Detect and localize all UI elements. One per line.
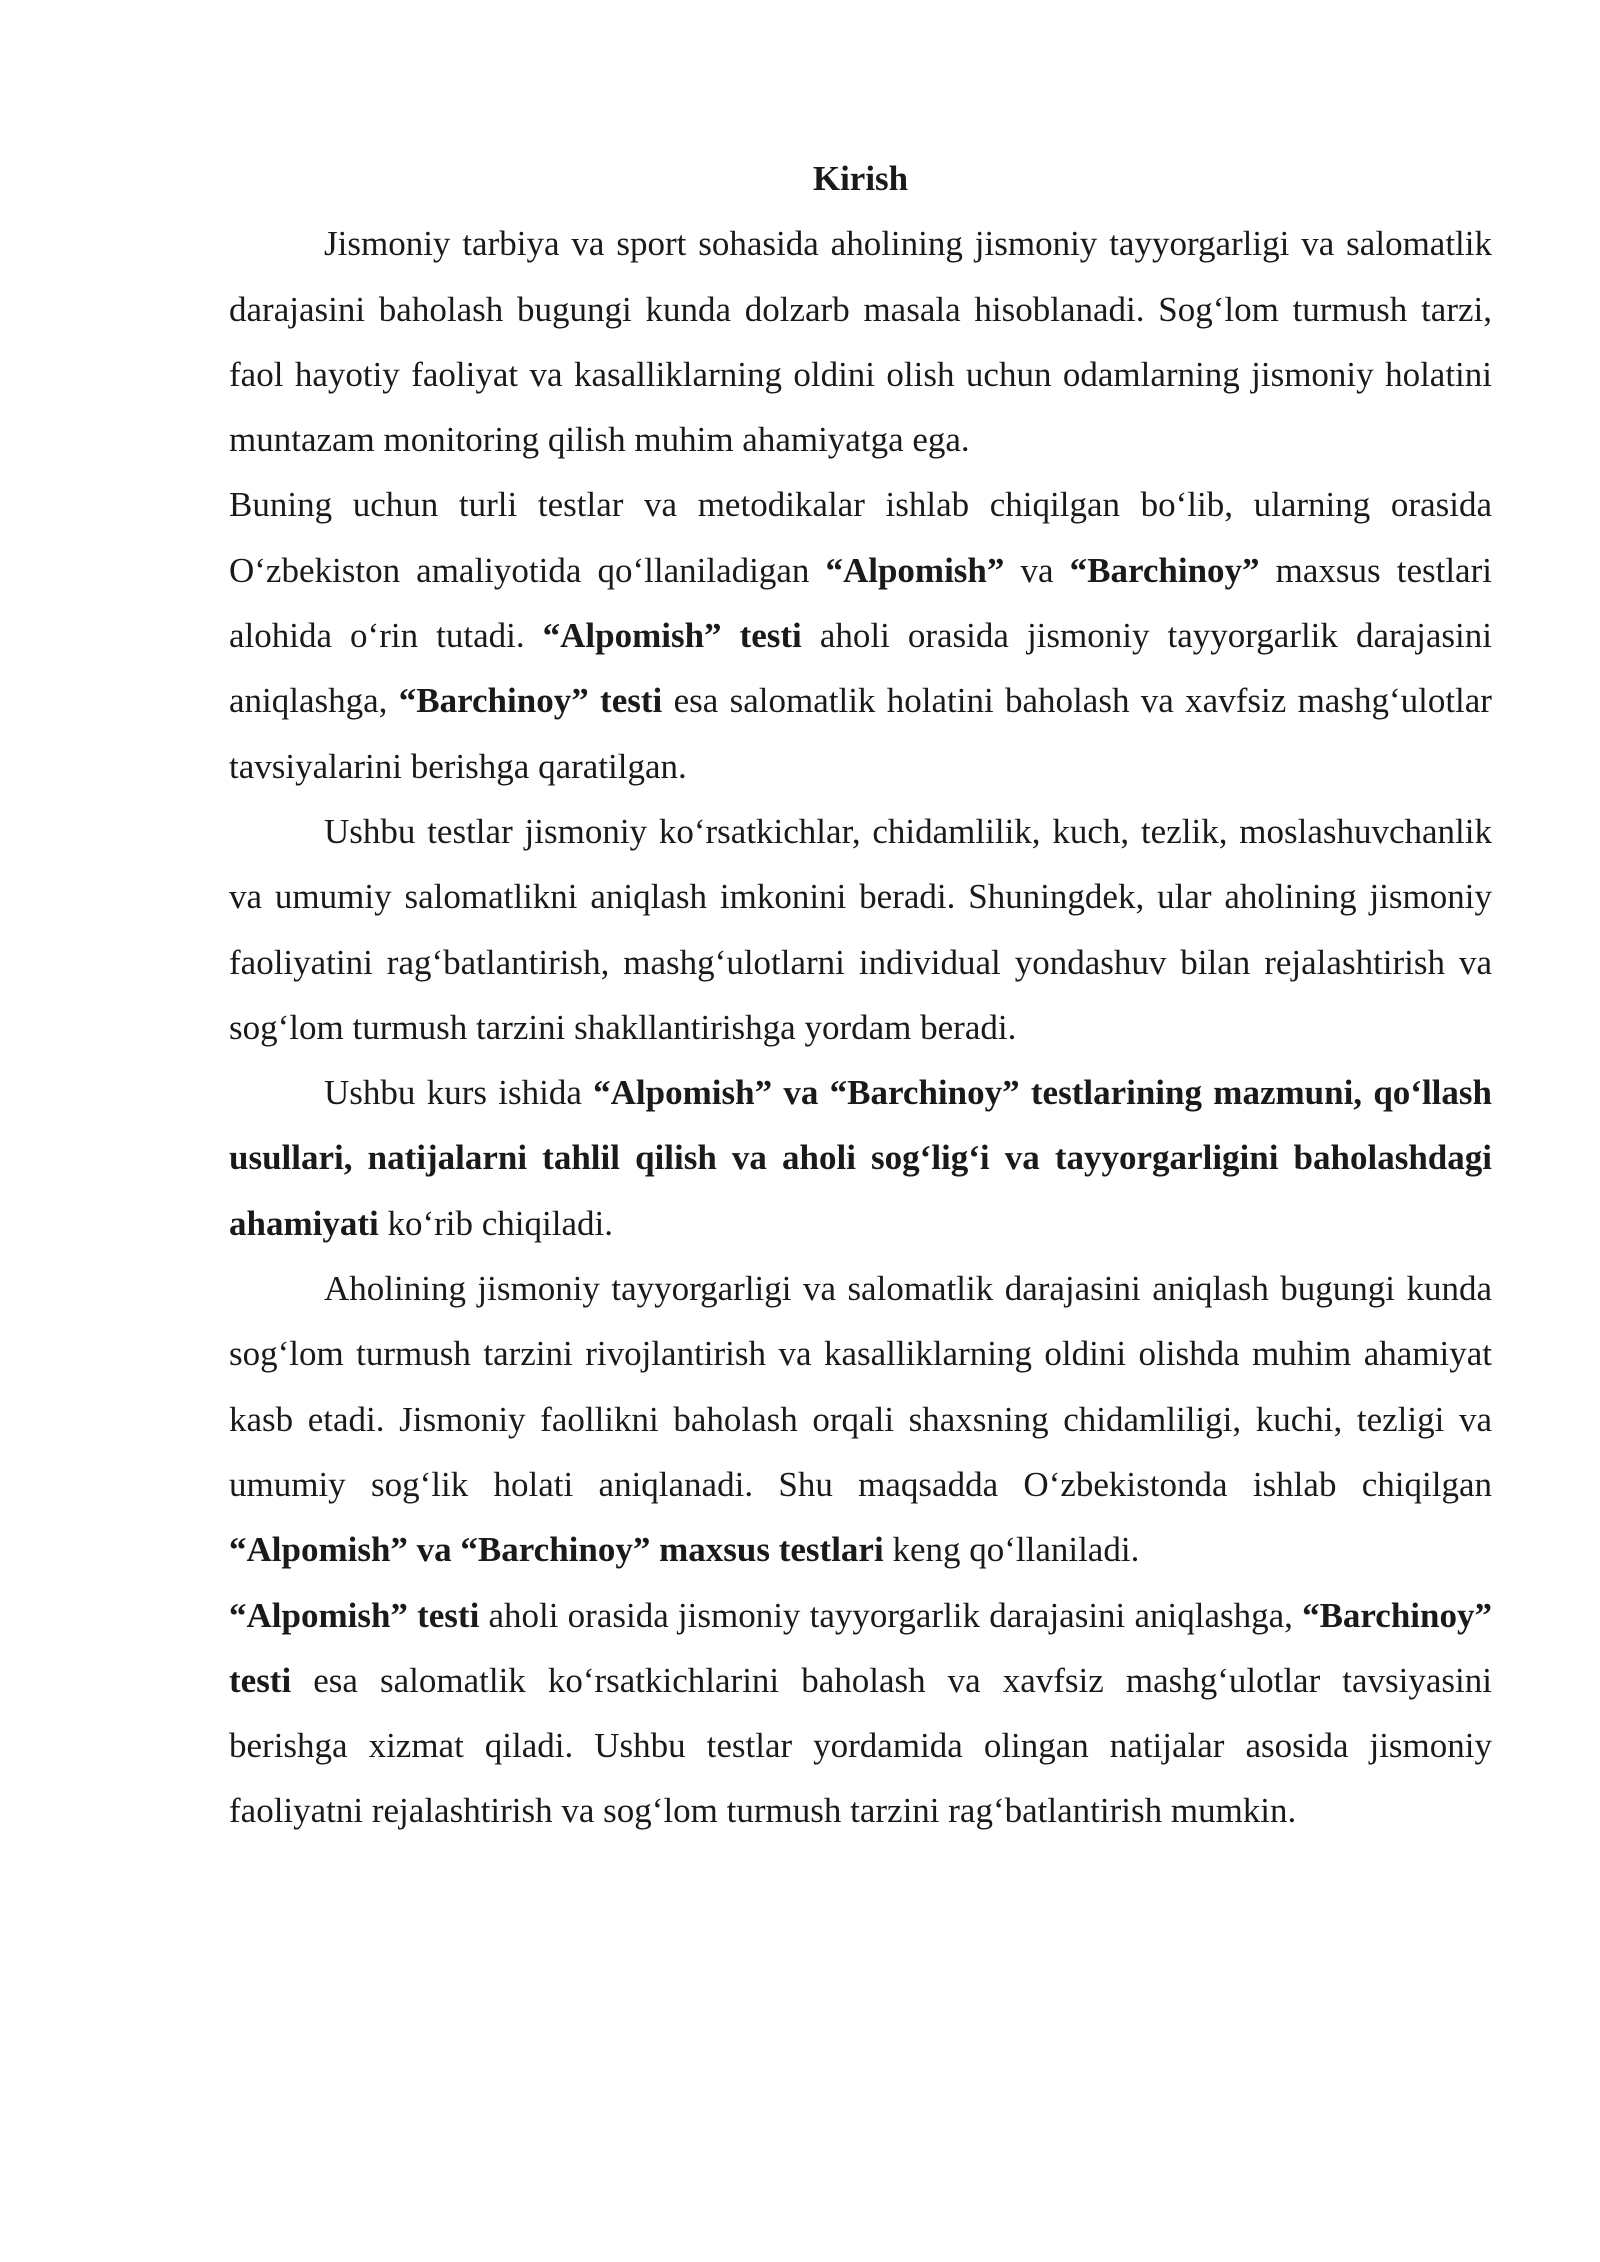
paragraph-4 (229, 1060, 1492, 1256)
paragraph-1: Jismoniy tarbiya va sport sohasida aholining jismoniy tayyorgarligi va salomatlik darajasini baholash bugungi kunda dolzarb masala hisoblanadi. Sog‘lom turmush tarzi, faol hayotiy faoliyat va kasalliklarning oldini olish uchun odamlarning jismoniy holatini muntazam monitoring qilish muhim ahamiyatga ega. (229, 224, 1492, 460)
paragraph-4-bold-1: “Alpomish” va “Barchinoy” testlarining mazmuni, qo‘llash usullari, natijalarni tahlil qilish va aholi sog‘lig‘i va tayyorgarligini baholashdagi ahamiyati (229, 1073, 1492, 1243)
document-body (229, 146, 1492, 1844)
paragraph-4-text-1: Ushbu kurs ishida (324, 1073, 594, 1113)
paragraph-5-bold-1: “Alpomish” va “Barchinoy” maxsus testlari (229, 1530, 884, 1570)
paragraph-5 (229, 1256, 1492, 1582)
paragraph-2 (229, 472, 1492, 798)
paragraph-2-text-3: maxsus testlari alohida o‘rin tutadi. (229, 550, 1492, 656)
paragraph-2-text-4: aholi orasida jismoniy tayyorgarlik darajasini aniqlashga, (229, 616, 1492, 721)
paragraph-5-text-1: Aholining jismoniy tayyorgarligi va salomatlik darajasini aniqlash bugungi kunda sog‘lom turmush tarzini rivojlantirish va kasalliklarning oldini olishda muhim ahamiyat kasb etadi. Jismoniy faollikni baholash orqali shaxsning chidamliligi, kuchi, tezligi va umumiy sog‘lik holati aniqlanadi. Shu maqsadda O‘zbekistonda ishlab chiqilgan (229, 1269, 1492, 1504)
paragraph-4-text-2: ko‘rib chiqiladi. (378, 1203, 613, 1243)
paragraph-2-text-2: va (1004, 550, 1070, 590)
paragraph-3: Ushbu testlar jismoniy ko‘rsatkichlar, chidamlilik, kuch, tezlik, moslashuvchanlik va umumiy salomatlikni aniqlash imkonini beradi. Shuningdek, ular aholining jismoniy faoliyatini rag‘batlantirish, mashg‘ulotlarni individual yondashuv bilan rejalashtirish va sog‘lom turmush tarzini shakllantirishga yordam beradi. (229, 811, 1492, 1047)
paragraph-2-bold-1: “Alpomish” (825, 550, 1005, 590)
paragraph-2-text-5: esa salomatlik holatini baholash va xavfsiz mashg‘ulotlar tavsiyalarini berishga qaratilgan. (229, 681, 1492, 786)
paragraph-2-bold-3: “Alpomish” testi (542, 616, 802, 656)
paragraph-2-bold-2: “Barchinoy” (1069, 550, 1260, 590)
paragraph-6-text-2: esa salomatlik ko‘rsatkichlarini baholash va xavfsiz mashg‘ulotlar tavsiyasini berishga xizmat qiladi. Ushbu testlar yordamida olingan natijalar asosida jismoniy faoliyatni rejalashtirish va sog‘lom turmush tarzini rag‘batlantirish mumkin. (229, 1660, 1492, 1831)
paragraph-6-bold-2: “Barchinoy” testi (229, 1595, 1492, 1700)
paragraph-2-bold-4: “Barchinoy” testi (398, 681, 663, 721)
paragraph-5-text-2: keng qo‘llaniladi. (883, 1530, 1140, 1570)
paragraph-6-bold-1: “Alpomish” testi (229, 1595, 480, 1635)
paragraph-6 (229, 1583, 1492, 1844)
paragraph-6-text-1: aholi orasida jismoniy tayyorgarlik darajasini aniqlashga, (479, 1595, 1303, 1635)
section-title: Kirish (812, 159, 909, 198)
paragraph-2-text-1: Buning uchun turli testlar va metodikalar ishlab chiqilgan bo‘lib, ularning orasida O‘zbekiston amaliyotida qo‘llaniladigan (229, 485, 1492, 590)
